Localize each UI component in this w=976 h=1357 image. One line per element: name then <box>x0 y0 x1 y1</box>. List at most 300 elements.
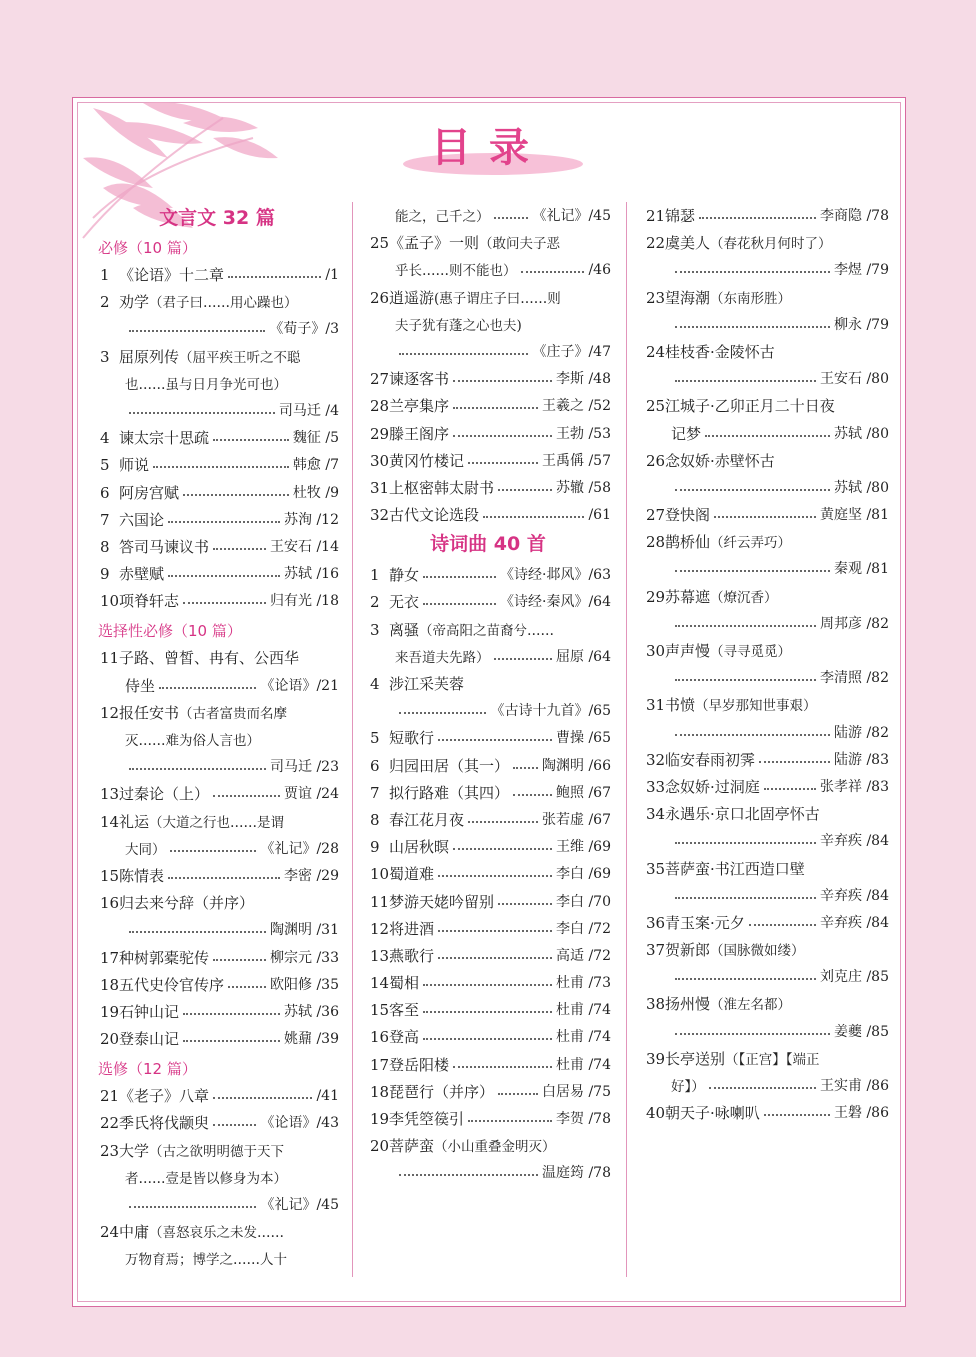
entry-title-text: 归去来兮辞（并序） <box>119 894 255 913</box>
entry-number: 40 <box>646 1104 666 1123</box>
toc-entry <box>95 425 339 452</box>
entry-title-text: 虞美人 <box>665 234 711 253</box>
entry-page: /1 <box>325 267 339 283</box>
entry-number: 31 <box>370 478 390 497</box>
dot-leader <box>498 903 552 905</box>
toc-entry <box>365 807 611 834</box>
dot-leader <box>168 575 280 577</box>
entry-title-text: 春江花月夜 <box>389 810 465 829</box>
entry-title-text: 屈原列传 <box>119 347 180 366</box>
entry-number: 22 <box>100 1114 120 1133</box>
entry-number: 21 <box>100 1087 120 1106</box>
entry-page: 贾谊 /24 <box>284 786 339 803</box>
entry-title <box>119 1219 284 1247</box>
toc-entry <box>641 720 889 747</box>
entry-note: （君子曰……用心躁也） <box>149 295 298 312</box>
entry-page: 屈原 /64 <box>556 648 611 665</box>
entry-title-text: 登快阁 <box>665 506 711 525</box>
entry-title-text: 答司马谏议书 <box>119 537 210 556</box>
entry-title <box>665 529 791 557</box>
page-title: 目录 <box>431 124 547 171</box>
toc-entry <box>365 780 611 807</box>
dot-leader <box>675 625 816 627</box>
entry-title-text: 蜀相 <box>389 974 420 993</box>
entry-note: （淮左名都） <box>710 997 792 1014</box>
entry-title <box>125 1246 287 1274</box>
toc-entry <box>95 507 339 534</box>
entry-page: 王维 /69 <box>556 839 611 856</box>
entry-title <box>665 937 805 965</box>
toc-entry <box>95 727 339 754</box>
entry-title <box>665 856 805 883</box>
dot-leader <box>213 1097 312 1099</box>
entry-page: 姚鼐 /39 <box>284 1031 339 1048</box>
toc-entry <box>641 856 889 883</box>
toc-entry <box>95 371 339 398</box>
dot-leader <box>714 516 816 518</box>
dot-leader <box>438 957 552 959</box>
entry-page: 李贺 /78 <box>556 1111 611 1127</box>
entry-note: 万物育焉；博学之……人十 <box>125 1252 287 1269</box>
dot-leader <box>675 271 830 273</box>
entry-number: 22 <box>646 234 666 253</box>
entry-title-text: 锦瑟 <box>665 207 696 225</box>
entry-title <box>389 889 494 916</box>
entry-title-text: 临安春雨初霁 <box>665 750 756 769</box>
entry-title <box>389 475 494 502</box>
entry-title-text: 苏幕遮 <box>665 587 711 606</box>
dot-leader <box>129 412 275 414</box>
toc-column-3 <box>641 203 889 1127</box>
entry-title <box>125 727 260 755</box>
entry-page: 苏轼 /80 <box>834 425 889 442</box>
entry-page: 辛弃疾 /84 <box>820 887 889 904</box>
dot-leader <box>153 466 289 468</box>
entry-title <box>119 344 301 372</box>
entry-title-text: 滕王阁序 <box>389 424 450 443</box>
entry-page: 苏轼 /36 <box>284 1003 339 1020</box>
entry-note: （古者富贵而名摩 <box>179 705 288 722</box>
entry-title <box>389 562 419 589</box>
entry-title <box>389 780 509 807</box>
entry-title <box>119 700 287 728</box>
entry-number: 38 <box>646 995 666 1014</box>
toc-entry <box>95 945 339 972</box>
entry-number: 3 <box>100 347 110 366</box>
entry-title-text: 客至 <box>389 1001 420 1020</box>
entry-page: 归有光 /18 <box>270 593 339 610</box>
entry-title-text: 将进酒 <box>389 919 435 938</box>
entry-title-text: 劝学 <box>119 293 150 312</box>
entry-page: 杜甫 /74 <box>556 1056 611 1073</box>
entry-page: 王磐 /86 <box>834 1105 889 1122</box>
entry-title-text: 蜀道难 <box>389 865 435 884</box>
entry-number: 30 <box>370 451 390 470</box>
entry-title <box>119 452 149 479</box>
entry-page: 王勃 /53 <box>556 425 611 442</box>
entry-title-text: 季氏将伐颛臾 <box>119 1114 210 1133</box>
entry-title-text: 《孟子》一则 <box>389 234 480 253</box>
entry-title <box>119 999 179 1026</box>
dot-leader <box>438 875 552 877</box>
entry-title-text: 上枢密韩太尉书 <box>389 478 495 497</box>
entry-number: 5 <box>100 456 110 475</box>
entry-page: 杜甫 /74 <box>556 1002 611 1019</box>
toc-entry <box>641 774 889 801</box>
entry-number: 35 <box>646 859 666 878</box>
entry-number: 3 <box>370 620 380 639</box>
entry-number: 10 <box>370 865 390 884</box>
toc-entry <box>95 999 339 1026</box>
entry-title <box>389 997 419 1024</box>
dot-leader <box>438 930 552 932</box>
entry-title-text: 贺新郎 <box>665 941 711 960</box>
entry-title <box>389 1052 449 1079</box>
toc-entry <box>365 698 611 725</box>
toc-entry <box>95 645 339 672</box>
entry-title-text: 种树郭橐驼传 <box>119 948 210 967</box>
entry-number: 24 <box>646 342 666 361</box>
entry-number: 37 <box>646 941 666 960</box>
toc-entry <box>365 997 611 1024</box>
entry-title-text: 石钟山记 <box>119 1002 180 1021</box>
toc-entry <box>641 502 889 529</box>
entry-title <box>119 588 179 615</box>
entry-note: （纤云弄巧） <box>710 535 792 552</box>
entry-page: 苏辙 /58 <box>556 479 611 496</box>
toc-entry <box>365 562 611 589</box>
toc-entry <box>365 1106 611 1133</box>
entry-note: （【正宫】【端正 <box>725 1051 820 1068</box>
dot-leader <box>759 761 830 763</box>
entry-page: 李斯 /48 <box>556 371 611 388</box>
entry-title-text: 涉江采芙蓉 <box>389 675 465 693</box>
entry-note: （国脉微如缕） <box>710 943 805 960</box>
entry-title-text: 桂枝香·金陵怀古 <box>665 342 775 361</box>
toc-entry <box>365 203 611 230</box>
dot-leader <box>213 795 280 797</box>
entry-page: 《礼记》/45 <box>260 1197 339 1213</box>
entry-title-text: 《论语》十二章 <box>119 266 225 284</box>
entry-page: 李密 /29 <box>284 867 339 884</box>
toc-entry <box>365 421 611 448</box>
dot-leader <box>183 602 266 604</box>
entry-page: 《论语》/21 <box>260 677 339 694</box>
dot-leader <box>228 986 266 988</box>
entry-page: 曹操 /65 <box>556 730 611 747</box>
entry-title <box>389 725 434 752</box>
entry-title-text: 扬州慢 <box>665 995 711 1014</box>
toc-entry <box>641 991 889 1018</box>
dot-leader <box>170 850 256 852</box>
dot-leader <box>423 603 496 605</box>
entry-number: 12 <box>100 703 120 722</box>
entry-title <box>665 584 778 612</box>
entry-title-text: 朝天子·咏喇叭 <box>665 1104 760 1123</box>
entry-title <box>125 371 287 399</box>
entry-number: 12 <box>370 919 390 938</box>
entry-title-text: 《老子》八章 <box>119 1087 210 1106</box>
entry-note: （早岁那知世事艰） <box>695 698 817 715</box>
entry-page: 杜甫 /74 <box>556 1029 611 1046</box>
entry-number: 6 <box>100 483 110 502</box>
entry-number: 4 <box>370 675 380 693</box>
entry-title <box>395 257 517 285</box>
entry-title-text: 六国论 <box>119 510 165 529</box>
entry-title <box>125 673 155 700</box>
entry-title <box>389 1133 556 1161</box>
entry-title-text: 阿房宫赋 <box>119 483 180 502</box>
dot-leader <box>129 931 266 933</box>
toc-entry <box>641 393 889 420</box>
entry-title <box>665 1046 820 1074</box>
toc-entry <box>95 836 339 863</box>
subsection-title: 选择性必修（10 篇） <box>98 622 242 641</box>
entry-page: 李商隐 /78 <box>820 208 889 224</box>
entry-title-text: 侍坐 <box>125 676 156 695</box>
toc-entry <box>95 588 339 615</box>
entry-note: （大道之行也……是谓 <box>149 814 285 831</box>
toc-entry <box>641 366 889 393</box>
entry-number: 20 <box>370 1137 390 1156</box>
entry-number: 14 <box>370 974 390 993</box>
toc-entry <box>365 671 611 698</box>
entry-page: 李白 /69 <box>556 866 611 883</box>
dot-leader <box>675 734 830 736</box>
entry-number: 13 <box>100 785 120 804</box>
toc-entry <box>95 972 339 999</box>
entry-page: 辛弃疾 /84 <box>820 914 889 931</box>
entry-title-text: 中庸 <box>119 1223 150 1242</box>
entry-page: 《诗经·邶风》/63 <box>500 567 611 584</box>
toc-entry <box>641 203 889 230</box>
dot-leader <box>453 380 552 382</box>
entry-page: 苏洵 /12 <box>284 511 339 528</box>
entry-page: 陆游 /82 <box>834 724 889 741</box>
entry-page: 苏轼 /16 <box>284 566 339 583</box>
entry-note: 能之，己千之） <box>395 209 490 225</box>
entry-number: 21 <box>646 207 666 225</box>
toc-entry <box>641 692 889 719</box>
toc-entry <box>95 480 339 507</box>
toc-entry <box>95 917 339 944</box>
dot-leader <box>675 897 816 899</box>
toc-entry <box>641 312 889 339</box>
entry-number: 28 <box>370 397 390 416</box>
entry-page: 韩愈 /7 <box>292 457 339 474</box>
dot-leader <box>675 380 816 382</box>
entry-title <box>665 910 745 937</box>
entry-page: 黄庭坚 /81 <box>820 507 889 524</box>
entry-title <box>389 834 449 861</box>
entry-title <box>389 366 449 393</box>
toc-entry <box>365 834 611 861</box>
entry-title <box>389 671 464 698</box>
entry-title <box>389 1079 494 1106</box>
toc-entry <box>365 230 611 257</box>
entry-title-text: 登泰山记 <box>119 1030 180 1049</box>
entry-page: 李白 /72 <box>556 920 611 937</box>
entry-title <box>119 507 164 534</box>
dot-leader <box>168 521 280 523</box>
dot-leader <box>213 959 266 961</box>
entry-number: 30 <box>646 642 666 660</box>
section-title: 诗词曲 40 首 <box>430 533 546 556</box>
entry-number: 20 <box>100 1030 120 1049</box>
entry-title-text: 青玉案·元夕 <box>665 913 745 932</box>
entry-title-text: 静女 <box>389 566 420 585</box>
entry-number: 9 <box>370 838 380 857</box>
toc-entry <box>641 1100 889 1127</box>
entry-title-text: 谏逐客书 <box>389 370 450 389</box>
entry-title <box>389 753 509 780</box>
toc-frame <box>72 97 906 1307</box>
entry-title-text: 登岳阳楼 <box>389 1055 450 1074</box>
entry-page: 苏轼 /80 <box>834 479 889 496</box>
dot-leader <box>675 326 830 328</box>
entry-title-text: 永遇乐·京口北固亭怀古 <box>665 805 820 824</box>
entry-note: 好】） <box>671 1079 705 1095</box>
dot-leader <box>468 462 538 464</box>
subsection-title: 必修（10 篇） <box>98 239 197 257</box>
dot-leader <box>699 217 816 219</box>
entry-title-text: 陈情表 <box>119 866 165 885</box>
entry-title <box>119 534 209 561</box>
entry-note: （喜怒哀乐之未发…… <box>149 1225 285 1242</box>
toc-entry <box>365 889 611 916</box>
dot-leader <box>675 842 816 844</box>
dot-leader <box>494 658 552 660</box>
entry-number: 1 <box>100 266 110 284</box>
entry-page: 王羲之 /52 <box>542 398 611 415</box>
entry-title <box>389 502 479 529</box>
entry-number: 32 <box>646 750 666 769</box>
toc-entry <box>641 339 889 366</box>
entry-page: 陶渊明 /66 <box>542 757 611 774</box>
column-divider <box>352 202 353 1277</box>
entry-page: 杜牧 /9 <box>292 484 339 501</box>
entry-note: （屈平疾王听之不聪 <box>179 349 301 366</box>
entry-page: /46 <box>588 262 611 279</box>
column-divider <box>626 202 627 1277</box>
toc-entry <box>365 725 611 752</box>
entry-number: 31 <box>646 696 666 715</box>
entry-title-text: 燕歌行 <box>389 946 435 965</box>
entry-page: 李清照 /82 <box>820 670 889 687</box>
entry-page: 刘克庄 /85 <box>820 969 889 986</box>
entry-note: （春花秋月何时了） <box>710 236 832 253</box>
entry-title <box>389 970 419 997</box>
entry-page: 王禹偁 /57 <box>542 452 611 469</box>
entry-title-text: 兰亭集序 <box>389 397 450 416</box>
toc-entry <box>365 257 611 284</box>
entry-number: 1 <box>370 566 380 585</box>
subsection-title: 选修（12 篇） <box>98 1060 197 1079</box>
entry-title <box>389 285 561 313</box>
entry-note: （寻寻觅觅） <box>710 644 792 660</box>
entry-note: （燎沉香） <box>710 589 778 606</box>
entry-title-text: 报任安书 <box>119 703 180 722</box>
toc-entry <box>95 863 339 890</box>
toc-entry <box>95 452 339 479</box>
entry-page: 魏征 /5 <box>292 430 339 447</box>
dot-leader <box>423 1011 552 1013</box>
toc-entry <box>95 673 339 700</box>
entry-note: 灭……难为俗人言也） <box>125 733 260 749</box>
entry-title <box>119 561 164 588</box>
entry-page: 杜甫 /73 <box>556 975 611 992</box>
entry-page: 李白 /70 <box>556 893 611 910</box>
dot-leader <box>675 978 816 980</box>
entry-page: 《庄子》/47 <box>532 343 611 360</box>
toc-entry <box>95 890 339 917</box>
entry-title-text: 大学 <box>119 1141 150 1160</box>
toc-entry <box>641 801 889 828</box>
entry-title-text: 礼运 <box>119 812 150 831</box>
dot-leader <box>129 330 265 332</box>
entry-title <box>119 1110 209 1137</box>
toc-entry <box>641 584 889 611</box>
entry-title <box>671 421 701 448</box>
toc-column-1 <box>95 203 339 1274</box>
toc-entry <box>365 502 611 529</box>
toc-entry <box>95 1083 339 1110</box>
dot-leader <box>453 1066 552 1068</box>
entry-page: 《荀子》/3 <box>269 321 339 338</box>
dot-leader <box>675 1033 830 1035</box>
toc-entry <box>95 561 339 588</box>
entry-note: 也……虽与日月争光可也） <box>125 376 287 393</box>
toc-entry <box>641 937 889 964</box>
toc-entry <box>641 421 889 448</box>
toc-entry <box>641 747 889 774</box>
entry-title-text: 记梦 <box>671 424 702 443</box>
dot-leader <box>423 984 552 986</box>
entry-title <box>119 890 254 917</box>
entry-title <box>389 1024 419 1051</box>
dot-leader <box>213 1124 256 1126</box>
toc-entry <box>95 700 339 727</box>
entry-title-text: 长亭送别 <box>665 1049 726 1068</box>
dot-leader <box>159 687 256 689</box>
entry-number: 16 <box>100 894 120 913</box>
entry-note: （帝高阳之苗裔兮…… <box>419 622 555 639</box>
dot-leader <box>749 924 816 926</box>
entry-number: 13 <box>370 946 390 965</box>
entry-title-text: 无衣 <box>389 593 420 612</box>
entry-title-text: 望海潮 <box>665 288 711 307</box>
toc-entry <box>641 1019 889 1046</box>
entry-number: 29 <box>646 587 666 606</box>
toc-entry <box>95 781 339 808</box>
entry-title <box>389 807 464 834</box>
entry-note: （东南形胜） <box>710 290 792 307</box>
toc-entry <box>365 366 611 393</box>
entry-title-text: 古代文论选段 <box>389 506 480 525</box>
entry-number: 33 <box>646 777 666 796</box>
entry-number: 16 <box>370 1028 390 1047</box>
entry-title <box>119 262 224 289</box>
entry-title <box>119 480 179 507</box>
dot-leader <box>498 489 552 491</box>
toc-entry <box>641 1046 889 1073</box>
entry-number: 18 <box>100 975 120 994</box>
entry-number: 17 <box>370 1055 390 1074</box>
entry-title <box>665 230 832 258</box>
toc-entry <box>365 285 611 312</box>
entry-title <box>119 425 209 452</box>
toc-entry <box>365 475 611 502</box>
